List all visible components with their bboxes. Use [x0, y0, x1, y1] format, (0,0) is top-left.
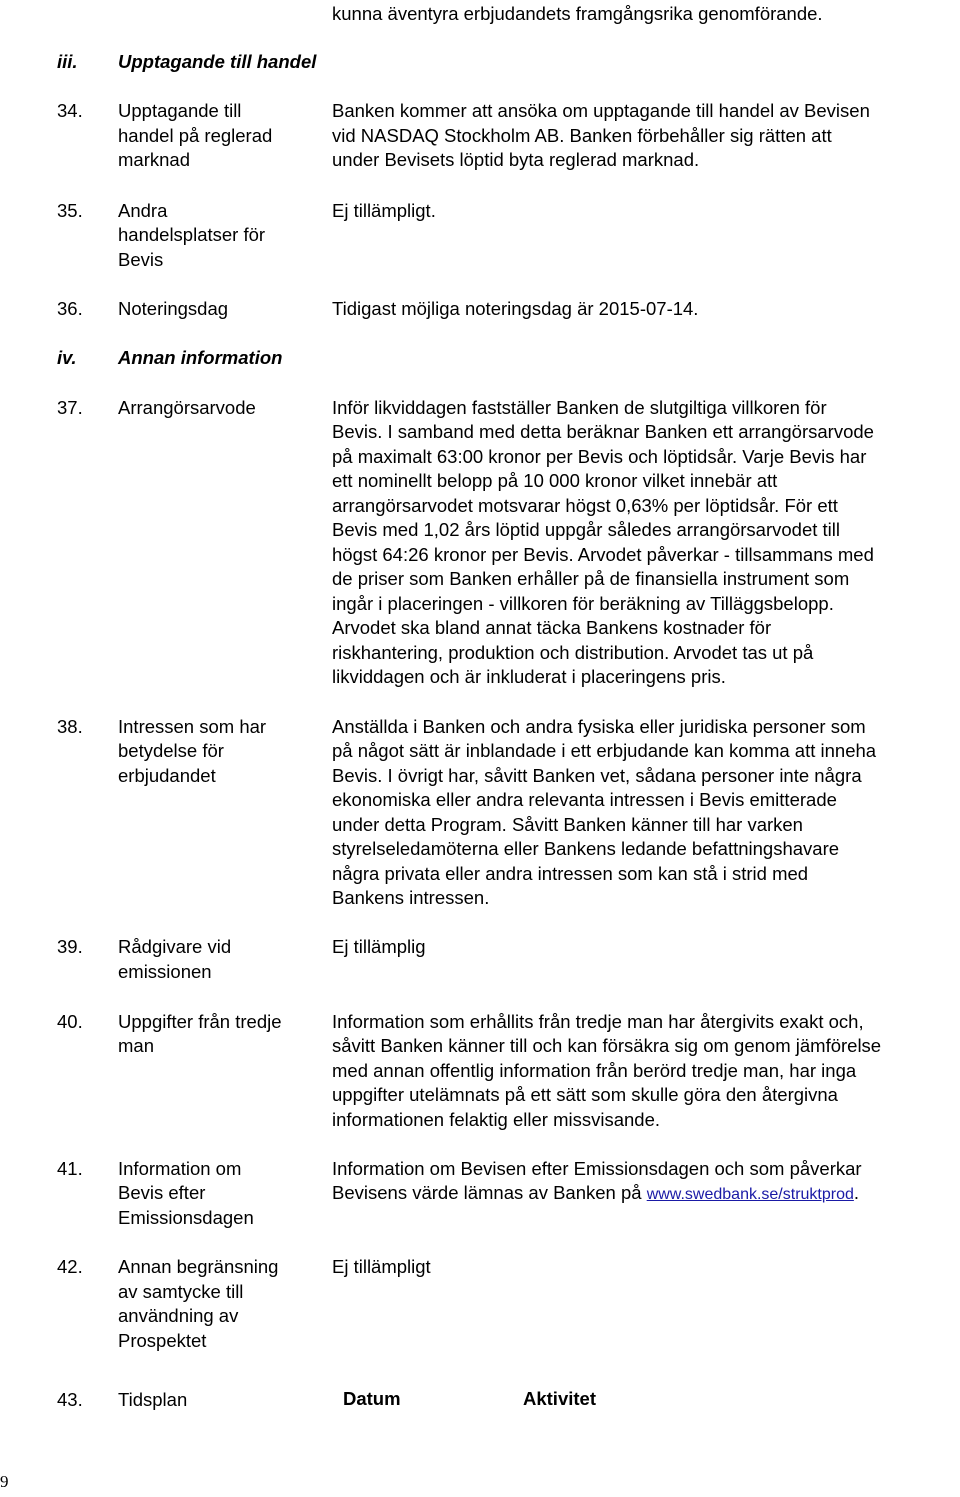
item-34-label-line2: handel på reglerad [118, 125, 273, 146]
item-41-text-line2-prefix: Bevisens värde lämnas av Banken på [332, 1182, 647, 1203]
item-34-number: 34. [57, 100, 83, 121]
item-36-number: 36. [57, 298, 83, 319]
section-iii-number: iii. [57, 51, 78, 72]
section-iv-title: Annan information [118, 347, 283, 368]
continuation-text: kunna äventyra erbjudandets framgångsrika genomförande. [332, 3, 823, 24]
item-42-label-line4: Prospektet [118, 1330, 207, 1351]
item-39-number: 39. [57, 936, 83, 957]
item-38-label-line3: erbjudandet [118, 765, 216, 786]
item-37-text-line11: riskhantering, produktion och distribution. Arvodet tas ut på [332, 642, 814, 663]
item-35-number: 35. [57, 200, 83, 221]
item-36-text: Tidigast möjliga noteringsdag är 2015-07-14. [332, 298, 699, 319]
item-37-text-line8: de priser som Banken erhåller på de finansiella instrument som [332, 568, 850, 589]
item-38-text-line2: på något sätt är inblandade i ett erbjudande kan komma att inneha [332, 740, 877, 761]
item-38-text-line4: ekonomiska eller andra relevanta intressen i Bevis emitterade [332, 789, 837, 810]
page-number: 9 [0, 1472, 9, 1491]
item-37-text-line6: Bevis med 1,02 års löptid uppgår således arrangörsarvodet till [332, 519, 841, 540]
item-36-label: Noteringsdag [118, 298, 229, 319]
item-41-label-line3: Emissionsdagen [118, 1207, 254, 1228]
item-39-text: Ej tillämplig [332, 936, 426, 957]
item-38-label-line2: betydelse för [118, 740, 224, 761]
item-38-text-line3: Bevis. I övrigt har, såvitt Banken vet, sådana personer inte några [332, 765, 862, 786]
item-41-text-line1: Information om Bevisen efter Emissionsdagen och som påverkar [332, 1158, 862, 1179]
item-38-text-line7: några privata eller andra intressen som kan stå i strid med [332, 863, 809, 884]
section-iv-number: iv. [57, 347, 77, 368]
item-34-label-line1: Upptagande till [118, 100, 242, 121]
item-43-number: 43. [57, 1389, 83, 1410]
item-38-text-line8: Bankens intressen. [332, 887, 490, 908]
item-42-label-line3: användning av [118, 1305, 239, 1326]
item-39-label-line2: emissionen [118, 961, 212, 982]
item-42-label-line1: Annan begränsning [118, 1256, 279, 1277]
item-34-label-line3: marknad [118, 149, 190, 170]
item-34-text-line2: vid NASDAQ Stockholm AB. Banken förbehåller sig rätten att [332, 125, 832, 146]
item-38-text-line5: under detta Program. Såvitt Banken känner till har varken [332, 814, 803, 835]
item-39-label-line1: Rådgivare vid [118, 936, 232, 957]
item-40-number: 40. [57, 1011, 83, 1032]
item-37-text-line1: Inför likviddagen fastställer Banken de slutgiltiga villkoren för [332, 397, 827, 418]
item-38-label-line1: Intressen som har [118, 716, 267, 737]
item-38-number: 38. [57, 716, 83, 737]
item-37-text-line2: Bevis. I samband med detta beräknar Banken ett arrangörsarvode [332, 421, 874, 442]
item-34-text-line1: Banken kommer att ansöka om upptagande till handel av Bevisen [332, 100, 870, 121]
item-40-text-line1: Information som erhållits från tredje man har återgivits exakt och, [332, 1011, 864, 1032]
item-42-label-line2: av samtycke till [118, 1281, 244, 1302]
item-35-label-line1: Andra [118, 200, 168, 221]
schedule-column-datum: Datum [343, 1388, 401, 1409]
item-41-text-line2 [332, 1181, 859, 1208]
item-41-label-line2: Bevis efter [118, 1182, 206, 1203]
item-41-text-line2-suffix: . [853, 1182, 860, 1203]
item-38-text-line6: styrelseledamöterna eller Bankens ledande befattningshavare [332, 838, 840, 859]
item-37-text-line4: ett nominellt belopp på 10 000 kronor vilket innebär att [332, 470, 778, 491]
item-35-label-line3: Bevis [118, 249, 164, 270]
item-40-text-line2: såvitt Banken känner till och kan försäkra sig om genom jämförelse [332, 1035, 882, 1056]
item-37-label: Arrangörsarvode [118, 397, 256, 418]
item-37-number: 37. [57, 397, 83, 418]
item-37-text-line12: likviddagen och är inkluderat i placeringens pris. [332, 666, 726, 687]
item-40-text-line4: uppgifter utelämnats på ett sätt som skulle göra den återgivna [332, 1084, 838, 1105]
item-37-text-line5: arrangörsarvodet motsvarar högst 0,63% per löptidsår. För ett [332, 495, 838, 516]
item-34-text-line3: under Bevisets löptid byta reglerad marknad. [332, 149, 700, 170]
item-35-text: Ej tillämpligt. [332, 200, 436, 221]
swedbank-struktprod-link[interactable]: www.swedbank.se/struktprod [646, 1186, 854, 1203]
item-42-text: Ej tillämpligt [332, 1256, 431, 1277]
item-41-label-line1: Information om [118, 1158, 242, 1179]
schedule-column-aktivitet: Aktivitet [523, 1388, 596, 1409]
item-40-text-line3: med annan offentlig information från berörd tredje man, har inga [332, 1060, 857, 1081]
item-37-text-line10: Arvodet ska bland annat täcka Bankens kostnader för [332, 617, 772, 638]
item-37-text-line7: högst 64:26 kronor per Bevis. Arvodet påverkar - tillsammans med [332, 544, 874, 565]
section-iii-title: Upptagande till handel [118, 51, 317, 72]
item-42-number: 42. [57, 1256, 83, 1277]
item-43-label: Tidsplan [118, 1389, 188, 1410]
item-37-text-line3: på maximalt 63:00 kronor per Bevis och löptidsår. Varje Bevis har [332, 446, 867, 467]
item-41-number: 41. [57, 1158, 83, 1179]
item-40-label-line2: man [118, 1035, 154, 1056]
item-40-label-line1: Uppgifter från tredje [118, 1011, 282, 1032]
item-35-label-line2: handelsplatser för [118, 224, 266, 245]
item-38-text-line1: Anställda i Banken och andra fysiska eller juridiska personer som [332, 716, 866, 737]
item-40-text-line5: informationen felaktig eller missvisande. [332, 1109, 661, 1130]
item-37-text-line9: ingår i placeringen - villkoren för beräkning av Tilläggsbelopp. [332, 593, 834, 614]
